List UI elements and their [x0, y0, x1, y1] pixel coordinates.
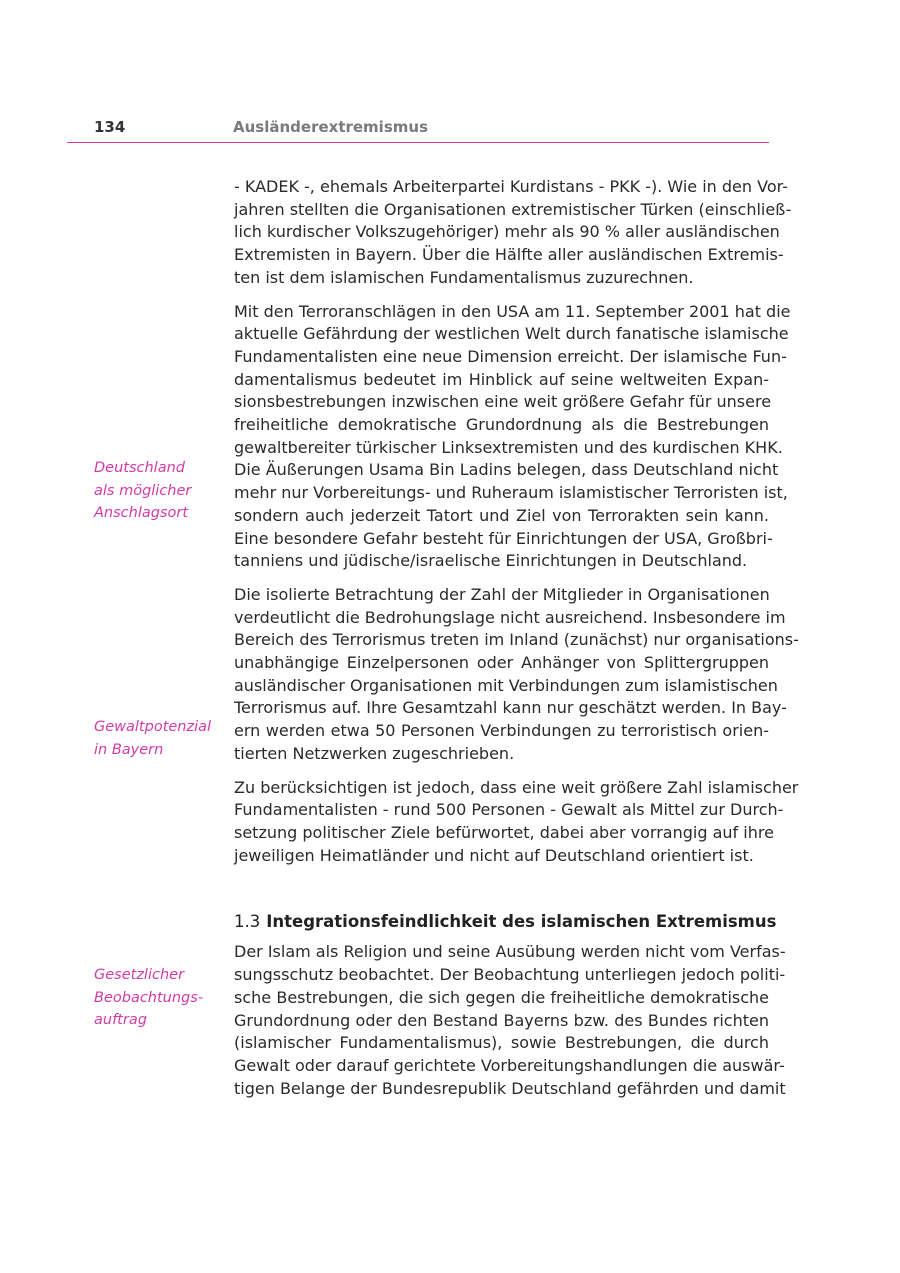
text-line: Bereich des Terrorismus treten im Inland (zunächst) nur organisations- — [234, 630, 799, 650]
text-line: Terrorismus auf. Ihre Gesamtzahl kann nur geschätzt werden. In Bay- — [234, 698, 787, 718]
text-line: gewaltbereiter türkischer Linksextremisten und des kurdischen KHK. — [234, 437, 783, 457]
paragraph — [234, 777, 799, 868]
paragraph — [234, 301, 791, 573]
margin-note-line: Gesetzlicher — [94, 967, 185, 983]
text-line: ten ist dem islamischen Fundamentalismus zuzurechnen. — [234, 267, 694, 287]
text-line: lich kurdischer Volkszugehöriger) mehr als 90 % aller ausländischen — [234, 222, 780, 242]
text-line: Zu berücksichtigen ist jedoch, dass eine weit größere Zahl islamischer — [234, 777, 799, 797]
text-line: damentalismus bedeutet im Hinblick auf seine weltweiten Expan- — [234, 369, 769, 389]
text-line: Eine besondere Gefahr besteht für Einrichtungen der USA, Großbri- — [234, 528, 773, 548]
text-line: aktuelle Gefährdung der westlichen Welt durch fanatische islamische — [234, 324, 789, 344]
running-header — [67, 116, 769, 143]
margin-note-line: Deutschland — [94, 460, 185, 476]
section-heading — [234, 911, 777, 933]
text-line: mehr nur Vorbereitungs- und Ruheraum islamistischer Terroristen ist, — [234, 483, 788, 503]
margin-note-line: Gewaltpotenzial — [94, 719, 212, 735]
text-line: Der Islam als Religion und seine Ausübung werden nicht vom Verfas- — [234, 942, 786, 962]
text-line: Extremisten in Bayern. Über die Hälfte aller ausländischen Extremis- — [234, 245, 784, 265]
paragraph — [234, 584, 799, 766]
page-number: 134 — [94, 118, 126, 136]
section-title: Integrationsfeindlichkeit des islamischen Extremismus — [266, 912, 777, 932]
text-line: (islamischer Fundamentalismus), sowie Bestrebungen, die durch — [234, 1033, 769, 1053]
text-line: tierten Netzwerken zugeschrieben. — [234, 743, 515, 763]
margin-note-line: Anschlagsort — [94, 505, 189, 522]
text-line: jeweiligen Heimatländer und nicht auf Deutschland orientiert ist. — [234, 845, 754, 865]
text-line: Fundamentalisten - rund 500 Personen - Gewalt als Mittel zur Durch- — [234, 800, 784, 820]
text-line: Fundamentalisten eine neue Dimension erreicht. Der islamische Fun- — [234, 346, 787, 366]
text-line: sungsschutz beobachtet. Der Beobachtung unterliegen jedoch politi- — [234, 965, 786, 985]
margin-note-anschlagsort — [94, 457, 224, 525]
margin-note-line: als möglicher — [94, 482, 192, 499]
text-line: unabhängige Einzelpersonen oder Anhänger von Splittergruppen — [234, 653, 769, 673]
text-line: ausländischer Organisationen mit Verbindungen zum islamistischen — [234, 675, 778, 695]
text-line: ern werden etwa 50 Personen Verbindungen zu terroristisch orien- — [234, 721, 769, 741]
text-line: sionsbestrebungen inzwischen eine weit größere Gefahr für unsere — [234, 392, 772, 412]
body-text — [234, 176, 799, 1111]
text-line: - KADEK -, ehemals Arbeiterpartei Kurdistans - PKK -). Wie in den Vor- — [234, 177, 788, 196]
paragraph — [234, 176, 792, 290]
text-line: Die Äußerungen Usama Bin Ladins belegen, dass Deutschland nicht — [234, 460, 779, 480]
text-line: sche Bestrebungen, die sich gegen die freiheitliche demokratische — [234, 987, 769, 1007]
text-line: Gewalt oder darauf gerichtete Vorbereitungshandlungen die auswär- — [234, 1055, 785, 1075]
margin-note-gewaltpotenzial — [94, 716, 224, 761]
text-line: sondern auch jederzeit Tatort und Ziel von Terrorakten sein kann. — [234, 505, 769, 525]
running-title: Ausländerextremismus — [233, 118, 428, 136]
text-line: tigen Belange der Bundesrepublik Deutschland gefährden und damit — [234, 1078, 786, 1098]
text-line: verdeutlicht die Bedrohungslage nicht ausreichend. Insbesondere im — [234, 607, 786, 627]
margin-note-beobachtungsauftrag — [94, 964, 224, 1032]
margin-note-line: Beobachtungs- — [94, 989, 204, 1006]
text-line: Grundordnung oder den Bestand Bayerns bzw. des Bundes richten — [234, 1010, 769, 1030]
text-line: setzung politischer Ziele befürwortet, dabei aber vorrangig auf ihre — [234, 822, 774, 842]
text-line: Mit den Terroranschlägen in den USA am 11. September 2001 hat die — [234, 301, 791, 321]
text-line: freiheitliche demokratische Grundordnung als die Bestrebungen — [234, 415, 769, 435]
margin-note-line: in Bayern — [94, 741, 164, 758]
paragraph — [234, 941, 786, 1100]
text-line: Die isolierte Betrachtung der Zahl der Mitglieder in Organisationen — [234, 584, 770, 604]
section-number: 1.3 — [234, 912, 261, 932]
margin-note-line: auftrag — [94, 1012, 147, 1029]
text-line: tanniens und jüdische/israelische Einrichtungen in Deutschland. — [234, 551, 748, 571]
text-line: jahren stellten die Organisationen extremistischer Türken (einschließ- — [234, 199, 792, 219]
